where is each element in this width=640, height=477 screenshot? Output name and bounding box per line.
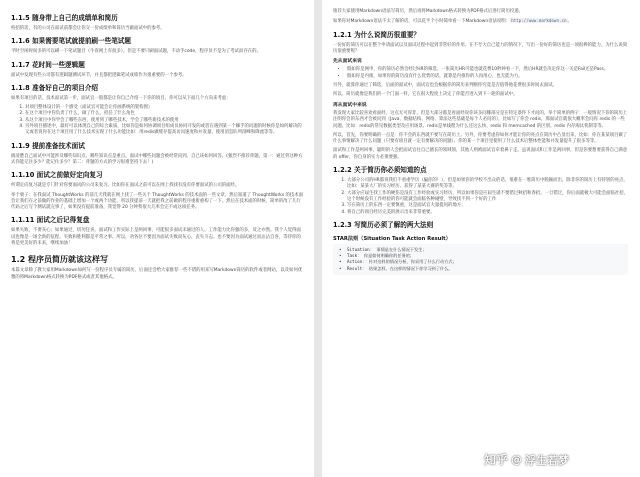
at-sign: @ <box>511 453 523 466</box>
para-1-1-11: 如果失败，不要灰心；如果通过，切勿狂喜。面试和工作实际上是两回事，可能很多面试未通过的人，工作能力比你强的多，反之亦然。我个人觉得面试也像是一场全新的征程，失败和胜利都是平常之事。所以，劝各位不要因为面试失败而灰心、丧失斗志。也不要因为面试通过而沾沾自喜，等待你的将是更美好的未来，继续加油！ <box>11 228 301 247</box>
heading-1-2-1: 1.2.1 为什么说简历很重要？ <box>333 30 421 39</box>
heading-1-1-11: 1.1.11 面试之后记得复盘 <box>11 216 90 225</box>
para-intro: 推荐大家使用Markdown语法写简历，然后再将Markdown格式转换为PDF格式后进行简历投递。 <box>333 9 524 14</box>
star-rule-box <box>333 244 628 275</box>
list-item: 4. 将自己的项目经历完美的展示出来非常重要。 <box>347 210 628 216</box>
watermark-author: 浮生若梦 <box>525 453 570 467</box>
bullet-icon: • <box>339 253 342 259</box>
star-value: 事情是在什么情况下发生； <box>376 246 427 252</box>
list-item: • 假如你是内推，如果你的简历没有什么优势的话，就算是内推你的人再用心，也无能为力。 <box>347 74 628 80</box>
left-page <box>0 0 314 477</box>
bullet-icon: • <box>339 246 342 252</box>
heading-1-1-9: 1.1.9 提前准备技术面试 <box>11 141 85 150</box>
para-1-1-7: 面试中发现有些公司都有逻辑题测试环节，并且都把逻辑笔试成绩作为很重要的一个参考。 <box>11 72 187 78</box>
para-1-2-1-f: 面试和工作是两回事，聪明的人会把面试官往自己擅长的领域领，其他人则被面试官牵着鼻子走。虽说面试和工作是两回事，但是你要想要获得自己满意的 offer，你自身的实力必须要强。 <box>333 148 628 160</box>
star-rule-title: STAR法则（Situation Task Action Result） <box>333 235 451 242</box>
heading-1-2-2: 1.2.2 关于简历你必须知道的点 <box>333 166 427 175</box>
zhihu-logo-icon: 知乎 <box>484 453 509 467</box>
para-1-2-1-b: 另外，就算你通过了筛选，后面的面试中，面试官也会根据你的简历来判断你究竟是否值得他花费很多时间去面试。 <box>333 83 557 89</box>
heading-1-1-7: 1.1.7 花时间一些逻辑题 <box>11 60 85 69</box>
list-1-2-2 <box>333 178 628 216</box>
para-1-2-1-c: 所以，简历就像是我们的一个门面一样，它在很大程度上决定了你能否进入到下一轮的面试中。 <box>333 92 518 98</box>
markdown-link[interactable]: http://www.markdown.cn <box>511 18 567 24</box>
heading-1-1-5: 1.1.5 随身带上自己的成绩单和简历 <box>11 14 118 22</box>
list-item: 2. 大部分应届生找工作的硬伤是没有工作经验或实习经历，所以如果你是应届生就不要错过秋招和春招。一旦错过，你后面就极大可能会面临社招，这个时候没有工作经验的你可能就会面临各种碰壁，导致找不到一个好的工作 <box>347 191 628 204</box>
list-item: 3. 从这个项目中你学会了哪些东西，使用到了哪些技术，学会了哪些新技术的使用 <box>25 118 304 124</box>
para-1-1-8: 如果有项目的话，技术面试第一步，面试官一般都是让你自己介绍一下你的项目。你可以从下面几个方向来考虑： <box>11 95 231 101</box>
star-value: 结果怎样，在这样的情况下你学习到了什么。 <box>368 265 453 271</box>
list-1-1-8 <box>11 105 304 136</box>
heading-1-2: 1.2 程序员简历就该这样写 <box>11 255 108 265</box>
para-1-1-10-a: 所谓定向复习就是专门针对你要面试的公司来复习。比如你在面试之前可以在网上找找有没有你要面试的公司的面经。 <box>11 183 240 189</box>
heading-1-1-8: 1.1.8 准备好自己的项目介绍 <box>11 83 99 92</box>
list-item: 1. 大部分公司的HR都说我们不看重学历（骗你的！），但是如果你的学校不出众的话，很难在一堆简历中脱颖而出，除非你的简历上有特别的亮点，比如：某某大厂的实习经历、获得了某某大赛的奖等等。 <box>347 178 628 191</box>
para-1-2-1-d: 我发现大家比较喜欢看面经，这点无可厚非，但是大部分都是看面经说你该多问哪部分是在特定条件下才问的。举个简单的例子：一般情况下你的简历上注明你会的东西才会被问到（Java、数据结构、网络、算法这些基础是每个人必问的），比如写了你会 redis，那面试官就很大概率会问你 redis 的一些问题。比如：redis的常见数据类型及应用场景、redis是单线程为什么还这么快、redis 和 memcached 的区别、redis 内存淘汰机制等等。 <box>333 110 628 129</box>
para-1-1-10-b: 举个栗子：在我面试 ThoughtWorks 的前几天我就在网上找了一些关于 ThoughtWorks 的技术面的一些文章。然后知道了 ThoughtWorks 的技术面会让我们在之前做的作业的基础上增加一个或两个功能，所以我提前一天就把我之前做的程序重新重构了一下。然后在技术面的时候，简单的改了几行代码之后写个测试就完事了，如果没有提前准备，我觉得 20 分钟我很大几率会完不成这项任务。 <box>11 192 304 211</box>
list-item: • 假如你是网申，你的简历必然会经过HR的筛选，一张简历HR可能也就花费10秒钟看一下，然后HR就会决定你这一关是Fail还是Pass。 <box>347 67 628 73</box>
star-row <box>339 266 622 272</box>
star-key: Action： <box>347 259 367 265</box>
list-item: 3. 写在简历上的东西一定要慎重，这是面试官大量提问的地方； <box>347 203 628 209</box>
para-1-1-9: 搞清楚自己面试中可能涉及哪些知识点、哪些知识点是重点。面试中哪些问题会被经常问到、自己该如何回答。(强烈不推荐背题，第一：通过背这种方式你能记住多少？能记住多少？第二：背题的方式的学习很难坚持下去！) <box>11 153 303 165</box>
star-key: Situation： <box>347 246 374 252</box>
list-item: 1. 对项目整体设计的一个感受（面试官可能会让你画系统的架构图） <box>25 105 304 111</box>
para-1-1-5: 校招的话，有的公司在面试前都会让你交一份成绩单和简历当做面试中的参考。 <box>11 26 165 31</box>
subheading-interview: 先从面试来说 <box>333 59 362 65</box>
zhihu-watermark <box>484 451 569 468</box>
heading-1-1-6: 1.1.6 如果需要笔试就提前刷一些笔试题 <box>11 37 131 46</box>
bullet-icon: • <box>339 265 342 271</box>
para-intro-link <box>333 18 628 25</box>
para-1-2: 本篇文章除了教大家用Markdown如何写一份程序员专属的简历，后面还会给大家推荐一些不错的用来写Markdown简历的软件或者网站，以及如何优雅的将Markdown格式转换为PDF格式或者其他格式。 <box>11 268 303 280</box>
list-1-2-1 <box>333 67 628 80</box>
star-key: Task： <box>347 253 362 259</box>
para-1-1-6: 平时空闲时间多的可以刷一下笔试题目（牛客网上有很多）。但是不要只刷面试题，不动手code，程序员不是为了考试而存在的。 <box>11 49 261 55</box>
heading-1-1-10: 1.1.10 面试之前做好定向复习 <box>11 171 103 180</box>
intro-link-suffix: 。 <box>567 19 572 25</box>
star-value: 针对这样的情况分析，你采用了什么行动方式； <box>368 259 457 265</box>
para-1-2-1-e: 所以，首先，你要明确的一点是：你不会的东西就不要写在简历上。另外，你要考虑你如何才能让你的亮点在简历中凸显出来，比如：你在某某项目做了什么事情解决了什么问题（只要有项目就一定有要解决的问题）、你的某一个项目里使用了什么技术后整体性能和并发量提升了很多等等。 <box>333 132 628 145</box>
bullet-icon: • <box>339 259 342 265</box>
page-gutter <box>314 0 322 477</box>
star-value: 你是如何明确你的任务的； <box>363 253 415 259</box>
star-key: Result： <box>347 265 367 271</box>
right-page <box>322 0 640 477</box>
heading-1-2-3: 1.2.3 写简历必须了解的两大法则 <box>333 220 434 229</box>
list-item: 4. 另外项目描述中，最好可以体现自己的综合素质，比如你是如何协调项目组成员协同开发的或者在遇到某一个棘手的问题的时候你是如何解决的又或者说你在这个项目用了什么技术实现了什么功能比如：用redis做缓存提高访问速度和并发量、使用消息队列削峰和降流等等。 <box>25 124 304 137</box>
para-1-2-1-a: 一份好的简历可以在整个申请面试以及面试过程中起到非常好的作用。在不夸大自己能力的情况下，写出一份好的简历也是一项很棒的能力。为什么说简历很重要呢？ <box>333 42 628 54</box>
list-item: 2. 在这个项目中你负责了什么，做了什么，担任了什么角色 <box>25 111 304 117</box>
subheading-during-interview: 再从面试中来说 <box>333 102 367 108</box>
intro-link-prefix: 如果你对Markdown语法不太了解的话，可以花半个小时简单看一下Markdown语法说明： <box>333 19 511 25</box>
